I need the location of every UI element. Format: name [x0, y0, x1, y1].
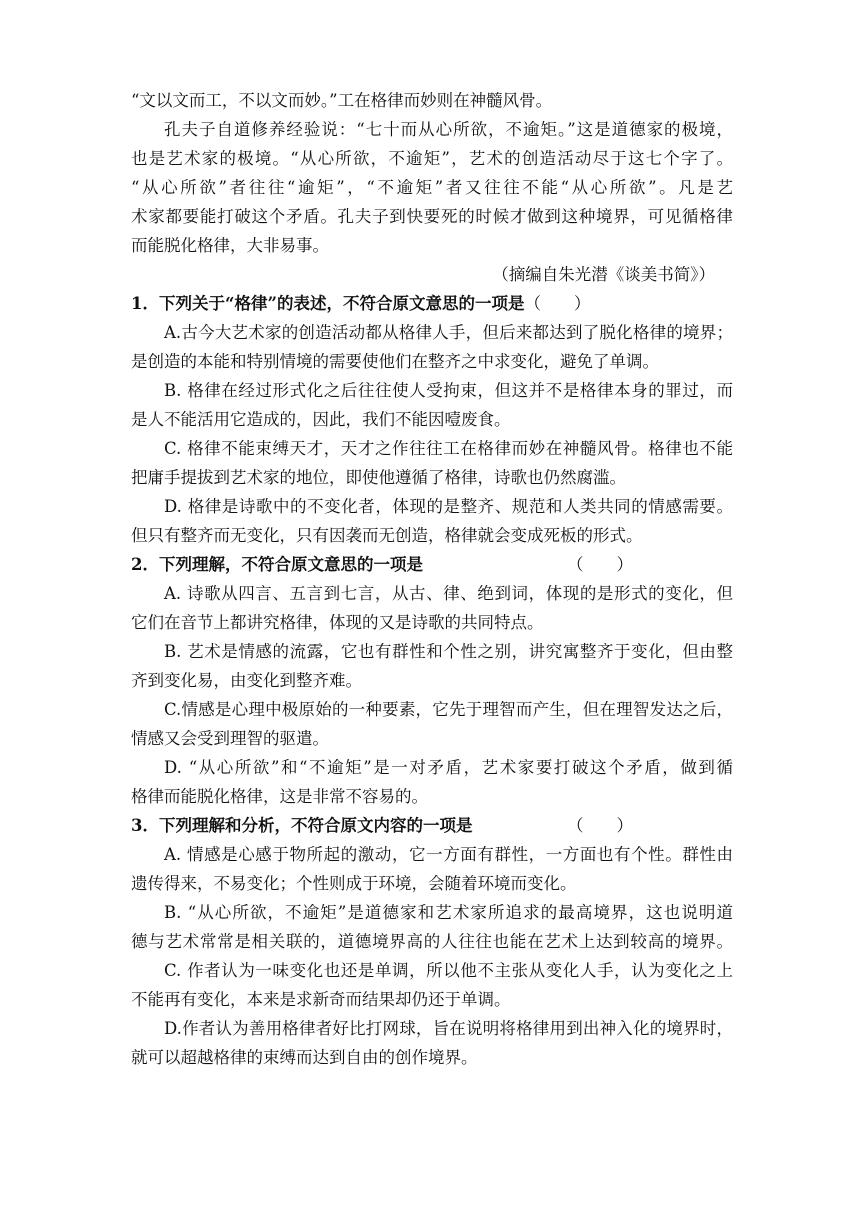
text-line: 它们在音节上都讲究格律，体现的又是诗歌的共同特点。 — [131, 613, 544, 632]
passage — [131, 90, 733, 257]
text-line: “文以文而工，不以文而妙。”工在格律而妙则在神髓风骨。 — [131, 91, 553, 110]
answer-blank: （ ） — [567, 555, 633, 574]
text-line: 就可以超越格律的束缚而达到自由的创作境界。 — [131, 1048, 478, 1067]
text-line: C. 作者认为一味变化也还是单调，所以他不主张从变化人手，认为变化之上 — [164, 961, 733, 980]
text-line: 是人不能活用它造成的，因此，我们不能因噎废食。 — [131, 410, 511, 429]
question-stem — [131, 554, 733, 576]
questions — [131, 293, 733, 1069]
text-line: A. 诗歌从四言、五言到七言，从古、律、绝到词，体现的是形式的变化，但 — [164, 584, 733, 603]
text-line: “从心所欲”者往往“逾矩”，“不逾矩”者又往往不能“从心所欲”。凡是艺 — [131, 178, 733, 197]
text-line: D.作者认为善用格律者好比打网球，旨在说明将格律用到出神入化的境界时， — [164, 1019, 733, 1038]
text-line: C.情感是心理中极原始的一种要素，它先于理智而产生，但在理智发达之后， — [164, 700, 733, 719]
text-line: 但只有整齐而无变化，只有因袭而无创造，格律就会变成死板的形式。 — [131, 526, 643, 545]
text-line: 德与艺术常常是相关联的，道德境界高的人往往也能在艺术上达到较高的境界。 — [131, 932, 733, 951]
text-line: 也是艺术家的极境。“从心所欲，不逾矩”，艺术的创造活动尽于这七个字了。 — [131, 149, 733, 168]
text-line: B. “从心所欲，不逾矩”是道德家和艺术家所追求的最高境界，这也说明道 — [164, 903, 733, 922]
text-line: 遗传得来，不易变化；个性则成于环境，会随着环境而变化。 — [131, 874, 577, 893]
question-stem-text: 2．下列理解，不符合原文意思的一项是 — [131, 555, 423, 574]
text-line: A. 情感是心感于物所起的激动，它一方面有群性，一方面也有个性。群性由 — [164, 845, 733, 864]
text-line: D. “从心所欲”和“不逾矩”是一对矛盾，艺术家要打破这个矛盾，做到循 — [164, 758, 733, 777]
text-line: A.古今大艺术家的创造活动都从格律人手，但后来都达到了脱化格律的境界； — [164, 323, 733, 342]
text-line: 而能脱化格律，大非易事。 — [131, 236, 329, 255]
question-2 — [131, 554, 733, 808]
text-line: 是创造的本能和特别情境的需要使他们在整齐之中求变化，避免了单调。 — [131, 352, 659, 371]
question-3 — [131, 815, 733, 1069]
question-stem — [131, 815, 733, 837]
text-line: 情感又会受到理智的驱遣。 — [131, 729, 329, 748]
text-line: B. 艺术是情感的流露，它也有群性和个性之别，讲究寓整齐于变化，但由整 — [164, 642, 733, 661]
source-citation: （摘编自朱光潜《谈美书简》） — [492, 265, 715, 284]
question-stem-text: 3．下列理解和分析，不符合原文内容的一项是 — [131, 816, 473, 835]
text-line: C. 格律不能束缚天才，天才之作往往工在格律而妙在神髓风骨。格律也不能 — [164, 439, 733, 458]
text-line: 齐到变化易，由变化到整齐难。 — [131, 671, 362, 690]
text-line: 不能再有变化，本来是求新奇而结果却仍还于单调。 — [131, 990, 511, 1009]
text-line: 格律而能脱化格律，这是非常不容易的。 — [131, 787, 428, 806]
answer-blank: （ ） — [524, 294, 591, 313]
answer-blank: （ ） — [567, 816, 633, 835]
text-line: B. 格律在经过形式化之后往往使人受拘束，但这并不是格律本身的罪过，而 — [164, 381, 733, 400]
text-line: 孔夫子自道修养经验说：“七十而从心所欲，不逾矩。”这是道德家的极境， — [164, 120, 733, 139]
question-stem — [131, 293, 733, 315]
text-line: 术家都要能打破这个矛盾。孔夫子到快要死的时候才做到这种境界，可见循格律 — [131, 207, 733, 226]
question-1 — [131, 293, 733, 547]
text-line: 把庸手提拔到艺术家的地位，即使他遵循了格律，诗歌也仍然腐滥。 — [131, 468, 626, 487]
text-line: D. 格律是诗歌中的不变化者，体现的是整齐、规范和人类共同的情感需要。 — [164, 497, 733, 516]
question-stem-text: 1．下列关于“格律”的表述，不符合原文意思的一项是 — [131, 294, 525, 313]
document-page — [131, 90, 733, 1076]
